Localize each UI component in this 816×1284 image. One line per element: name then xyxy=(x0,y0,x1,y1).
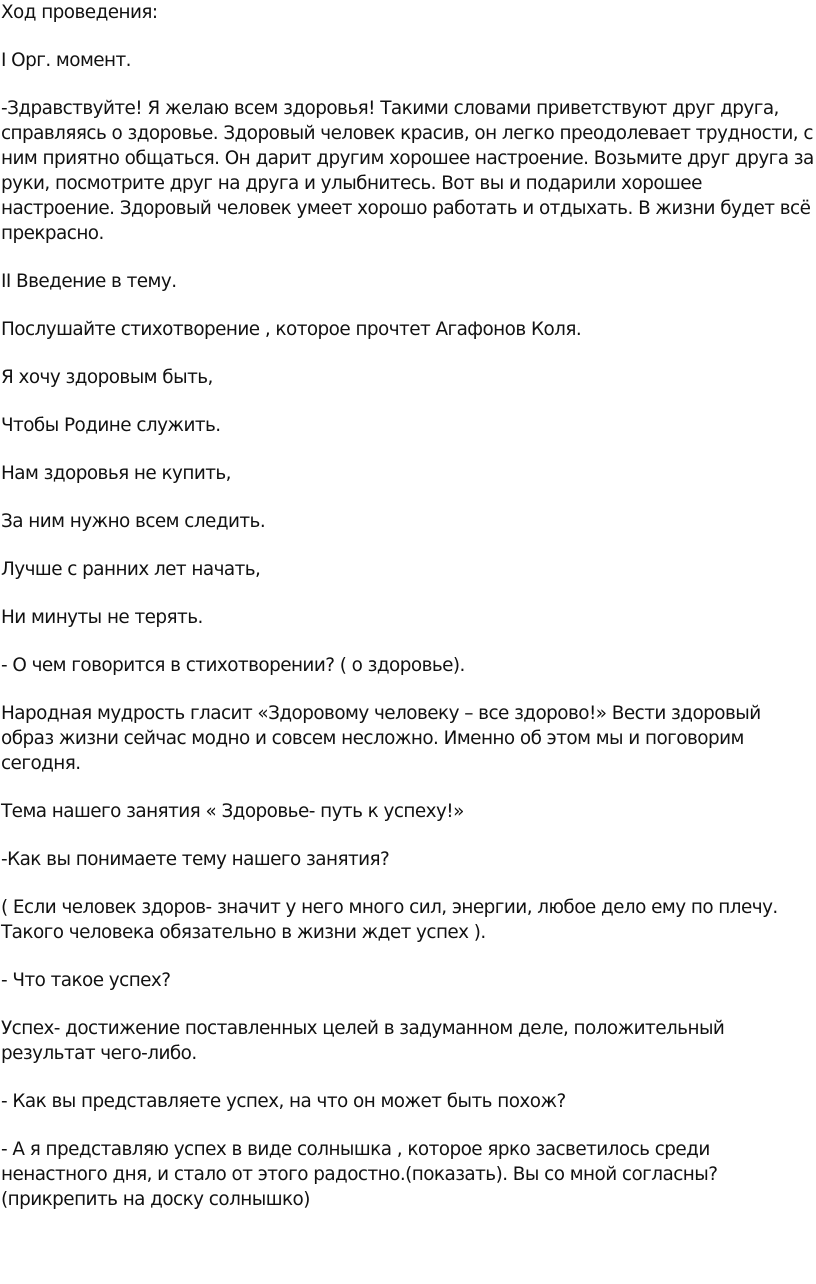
paragraph-gap xyxy=(1,678,816,701)
poem-line: За ним нужно всем следить. xyxy=(1,511,266,532)
poem-line: Лучше с ранних лет начать, xyxy=(1,559,261,580)
paragraph-gap xyxy=(1,872,816,895)
paragraph-gap xyxy=(1,824,816,847)
paragraph-gap xyxy=(1,25,816,48)
paragraph-gap xyxy=(1,945,816,968)
sun-metaphor-paragraph: - А я представляю успех в виде солнышка , которое ярко засветилось среди ненастного дня, и стало от этого радостно.(показать). Вы со мной согласны? (прикрепить на доску солнышко) xyxy=(1,1139,718,1210)
paragraph-gap xyxy=(1,534,816,557)
lesson-topic-paragraph: Тема нашего занятия « Здоровье- путь к успеху!» xyxy=(1,801,464,822)
greeting-paragraph: -Здравствуйте! Я желаю всем здоровья! Такими словами приветствуют друг друга, справляясь о здоровье. Здоровый человек красив, он легко преодолевает трудности, с ним приятно общаться. Он дарит другим хорошее настроение. Возьмите друг друга за руки, посмотрите друг на друга и улыбнитесь. Вот вы и подарили хорошее настроение. Здоровый человек умеет хорошо работать и отдыхать. В жизни будет всё прекрасно. xyxy=(1,98,814,244)
section-heading-introduction: II Введение в тему. xyxy=(1,271,177,292)
paragraph-gap xyxy=(1,73,816,96)
poem-line: Ни минуты не терять. xyxy=(1,607,203,628)
poem-line: Я хочу здоровым быть, xyxy=(1,367,213,388)
definition-paragraph: Успех- достижение поставленных целей в задуманном деле, положительный результат чего-либо. xyxy=(1,1018,725,1064)
folk-wisdom-paragraph: Народная мудрость гласит «Здоровому человеку – все здорово!» Вести здоровый образ жизни сейчас модно и совсем несложно. Именно об этом мы и поговорим сегодня. xyxy=(1,703,761,774)
paragraph-gap xyxy=(1,438,816,461)
paragraph-gap xyxy=(1,486,816,509)
poem-line: Чтобы Родине служить. xyxy=(1,415,221,436)
poem-line: Нам здоровья не купить, xyxy=(1,463,231,484)
paragraph-gap xyxy=(1,246,816,269)
section-heading-progress: Ход проведения: xyxy=(1,2,158,23)
question-paragraph: - Как вы представляете успех, на что он может быть похож? xyxy=(1,1091,566,1112)
question-paragraph: -Как вы понимаете тему нашего занятия? xyxy=(1,849,390,870)
paragraph-gap xyxy=(1,993,816,1016)
question-paragraph: - Что такое успех? xyxy=(1,970,171,991)
paragraph-gap xyxy=(1,776,816,799)
paragraph-gap xyxy=(1,1114,816,1137)
paragraph-gap xyxy=(1,630,816,653)
paragraph-gap xyxy=(1,294,816,317)
paragraph-gap xyxy=(1,390,816,413)
section-heading-org-moment: I Орг. момент. xyxy=(1,50,131,71)
paragraph-gap xyxy=(1,1066,816,1089)
paragraph-gap xyxy=(1,582,816,605)
poem-intro-paragraph: Послушайте стихотворение , которое прочтет Агафонов Коля. xyxy=(1,319,582,340)
answer-paragraph: ( Если человек здоров- значит у него много сил, энергии, любое дело ему по плечу. Такого человека обязательно в жизни ждет успех ). xyxy=(1,897,778,943)
paragraph-gap xyxy=(1,342,816,365)
question-paragraph: - О чем говорится в стихотворении? ( о здоровье). xyxy=(1,655,465,676)
